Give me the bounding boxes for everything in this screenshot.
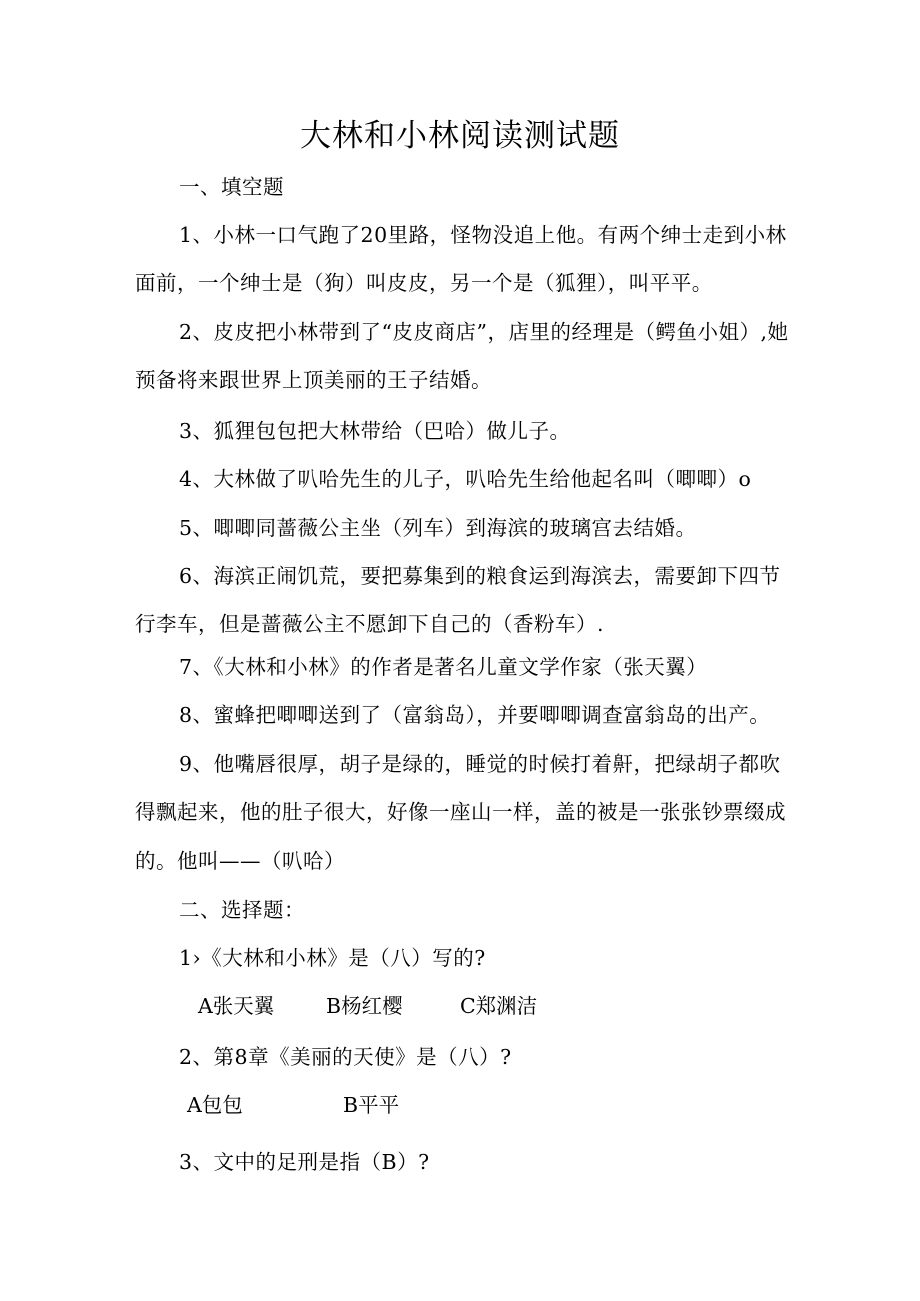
question-6: 6、海滨正闹饥荒，要把募集到的粮食运到海滨去，需要卸下四节行李车，但是蔷薇公主不愿卸下自己的（香粉车）.: [135, 564, 781, 637]
option-b: B杨红樱: [326, 994, 403, 1018]
section-heading-choice: 二、选择题：: [179, 898, 305, 922]
option-a: A包包: [187, 1093, 243, 1117]
document-title: 大林和小林阅读测试题: [300, 118, 620, 154]
option-c: C郑渊洁: [460, 994, 538, 1018]
option-b: B平平: [343, 1093, 400, 1117]
question-5: 5、唧唧同蔷薇公主坐（列车）到海滨的玻璃宫去结婚。: [179, 516, 697, 540]
choice-question-2: 2、第8章《美丽的天使》是（八）?: [179, 1045, 512, 1069]
question-2: 2、皮皮把小林带到了“皮皮商店”，店里的经理是（鳄鱼小姐）,她预备将来跟世界上顶美丽的王子结婚。: [135, 320, 789, 393]
question-7: 7、《大林和小林》的作者是著名儿童文学作家（张天翼）: [179, 655, 708, 679]
choice-question-2-options: [0, 1081, 920, 1129]
section-heading-fill-in: 一、填空题: [179, 175, 284, 199]
question-3: 3、狐狸包包把大林带给（巴哈）做儿子。: [179, 419, 571, 443]
question-9: 9、他嘴唇很厚，胡子是绿的，睡觉的时候打着鼾，把绿胡子都吹得飘起来，他的肚子很大，好像一座山一样，盖的被是一张张钞票缀成的。他叫——（叭哈）: [135, 752, 786, 873]
choice-question-1: 1›《大林和小林》是（八）写的?: [179, 946, 486, 970]
question-1: 1、小林一口气跑了20里路，怪物没追上他。有两个绅士走到小林面前，一个绅士是（狗）叫皮皮，另一个是（狐狸），叫平平。: [135, 223, 787, 296]
choice-question-3: 3、文中的足刑是指（B）?: [179, 1150, 430, 1174]
question-4: 4、大林做了叭哈先生的儿子，叭哈先生给他起名叫（唧唧）o: [179, 467, 752, 491]
option-a: A张天翼: [198, 994, 275, 1018]
question-8: 8、蜜蜂把唧唧送到了（富翁岛），并要唧唧调查富翁岛的出产。: [179, 703, 771, 727]
choice-question-1-options: [0, 982, 920, 1030]
